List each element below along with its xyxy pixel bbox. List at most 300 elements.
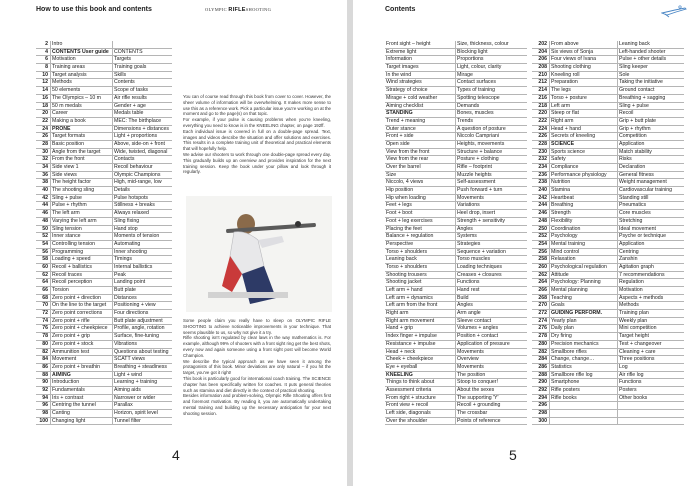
- toc-row: [385, 79, 527, 87]
- page-ref: 214: [538, 87, 547, 94]
- topic-title: Recoil traces: [50, 272, 112, 279]
- topic-title: Zero point + grip: [50, 333, 112, 340]
- page-ref: 26: [42, 133, 48, 140]
- toc-row: [532, 256, 684, 264]
- toc-row: [532, 395, 684, 403]
- topic-title: Career: [50, 110, 112, 117]
- page-ref: 220: [538, 110, 547, 117]
- topic-subtitle: [617, 410, 684, 417]
- brand-post: SHOOTING: [245, 7, 272, 12]
- topic-title: SCIENCE: [549, 141, 617, 148]
- toc-row: [36, 95, 172, 103]
- toc-row: [385, 341, 527, 349]
- topic-subtitle: Agitation graph: [617, 264, 684, 271]
- topic-subtitle: Training goals: [112, 64, 172, 71]
- topic-title: Safety: [549, 156, 617, 163]
- topic-title: Training areas: [50, 64, 112, 71]
- toc-row: [385, 118, 527, 126]
- toc-row: [532, 226, 684, 234]
- topic-subtitle: Strategies: [455, 241, 527, 248]
- topic-title: Front + side: [386, 133, 414, 140]
- topic-title: Centring the tunnel: [50, 402, 112, 409]
- toc-row: [385, 295, 527, 303]
- topic-subtitle: Stillness + breaks: [112, 202, 172, 209]
- topic-title: Head + hand: [549, 126, 617, 133]
- page-ref: 290: [538, 379, 547, 386]
- topic-subtitle: Sling keeper: [617, 64, 684, 71]
- toc-row: [532, 233, 684, 241]
- topic-title: Over the shoulder: [386, 417, 428, 424]
- topic-subtitle: [617, 402, 684, 409]
- topic-subtitle: Contact surfaces: [455, 79, 527, 86]
- paragraph: Rifle shooting isn’t regulated by clear laws in the way mathematics is. For example, although 99% of shooters with a front sight ring get the best shots, every now and again someone using a front sight post will become World Champion.: [183, 335, 331, 358]
- page-ref: 2: [45, 41, 48, 47]
- topic-subtitle: Ground contact: [617, 87, 684, 94]
- toc-row: [385, 264, 527, 272]
- topic-title: Compliance: [549, 164, 617, 171]
- topic-subtitle: Gender + age: [112, 103, 172, 110]
- toc-row: [532, 95, 684, 103]
- toc-row: [532, 325, 684, 333]
- topic-title: Rifle books: [549, 395, 617, 402]
- toc-row: [532, 364, 684, 372]
- page-ref: 84: [42, 356, 48, 363]
- topic-subtitle: Niccolo Campriani: [455, 133, 527, 140]
- topic-subtitle: Core muscles: [617, 210, 684, 217]
- toc-row: [36, 79, 172, 87]
- toc-row: [36, 164, 172, 172]
- page-ref: 236: [538, 171, 547, 178]
- toc-row: [36, 372, 172, 380]
- page-ref: 66: [42, 287, 48, 293]
- topic-subtitle: Demands: [455, 103, 527, 110]
- topic-title: Hip when loading: [386, 194, 426, 201]
- topic-subtitle: Systems: [455, 233, 527, 240]
- topic-title: Zero point + direction: [50, 295, 112, 302]
- toc-row: [532, 341, 684, 349]
- toc-row: [385, 64, 527, 72]
- topic-title: Shooting clothing: [549, 64, 617, 71]
- toc-row: [385, 133, 527, 141]
- topic-subtitle: Overview: [455, 356, 527, 363]
- page-ref: 78: [42, 333, 48, 340]
- page-ref: 216: [538, 94, 547, 101]
- toc-row: [532, 141, 684, 149]
- page-ref: 246: [538, 210, 547, 217]
- toc-row: [385, 233, 527, 241]
- topic-title: GUIDING PERFORM.: [549, 310, 617, 317]
- topic-subtitle: Pulse hotspots: [112, 195, 172, 202]
- topic-title: Daily plan: [549, 325, 617, 332]
- topic-subtitle: Movements: [455, 364, 527, 371]
- topic-subtitle: Posters: [617, 387, 684, 394]
- toc-row: [385, 210, 527, 218]
- topic-title: Goals: [549, 302, 617, 309]
- topic-subtitle: Aiming aids: [112, 387, 172, 394]
- toc-row: [36, 195, 172, 203]
- topic-title: [549, 418, 617, 425]
- topic-subtitle: [112, 41, 172, 48]
- toc-row: [36, 149, 172, 157]
- topic-subtitle: Points of reference: [455, 418, 527, 425]
- topic-title: Rifle posters: [549, 387, 617, 394]
- topic-subtitle: Moments of tension: [112, 233, 172, 240]
- toc-row: [385, 95, 527, 103]
- toc-row: [385, 87, 527, 95]
- toc-row: [385, 141, 527, 149]
- toc-row: [36, 179, 172, 187]
- toc-row: [36, 310, 172, 318]
- topic-subtitle: Sleeve contact: [455, 318, 527, 325]
- toc-row: [385, 364, 527, 372]
- topic-subtitle: Psyche or technique: [617, 233, 684, 240]
- page-ref: 74: [42, 317, 48, 324]
- topic-title: Introduction: [50, 379, 112, 386]
- toc-row: [532, 218, 684, 226]
- page-ref: 256: [538, 248, 547, 255]
- topic-title: Psychology: Planning: [549, 279, 617, 286]
- topic-title: Zero point + breathin: [50, 364, 112, 371]
- topic-title: Pulse + rhythm: [50, 202, 112, 209]
- topic-title: Stamina: [549, 187, 617, 194]
- topic-subtitle: Pulse + other details: [617, 56, 684, 63]
- toc-row: [36, 218, 172, 226]
- toc-row: [385, 241, 527, 249]
- toc-row: [36, 241, 172, 249]
- topic-title: Making a book: [50, 118, 112, 125]
- toc-row: [532, 402, 684, 410]
- topic-title: Torso + posture: [549, 95, 617, 102]
- page-ref: 34: [42, 164, 48, 170]
- page-ref: 10: [42, 71, 48, 78]
- topic-subtitle: Spotting telescope: [455, 95, 527, 102]
- paragraph: Besides information and problem-solving, Olympic Rifle Shooting offers first and foremost motivation. By reading it, you are automatically undertaking mental training and building up the necessary anticipation for your next shooting session.: [183, 393, 331, 416]
- toc-row: [385, 172, 527, 180]
- toc-row: [532, 202, 684, 210]
- toc-row: [532, 249, 684, 257]
- topic-title: Methods: [50, 79, 112, 86]
- toc-row: [36, 418, 172, 426]
- toc-row: [385, 49, 527, 57]
- topic-subtitle: Standing still: [617, 195, 684, 202]
- topic-title: Basic position: [50, 141, 112, 148]
- page-ref: 202: [538, 41, 547, 47]
- topic-subtitle: Size, thickness, colour: [455, 41, 527, 48]
- toc-row: [36, 41, 172, 49]
- toc-row: [385, 195, 527, 203]
- page-ref: 48: [42, 217, 48, 224]
- toc-row: [532, 387, 684, 395]
- page-ref: 98: [42, 410, 48, 416]
- topic-subtitle: Self-assessment: [455, 179, 527, 186]
- topic-title: [549, 402, 617, 409]
- topic-subtitle: Stoop to conquer!: [455, 379, 527, 386]
- page-ref: 206: [538, 56, 547, 63]
- topic-subtitle: Recoil: [617, 110, 684, 117]
- topic-subtitle: Narrower or wider: [112, 395, 172, 402]
- topic-title: Left arm + dynamics: [386, 294, 433, 301]
- toc-row: [532, 56, 684, 64]
- topic-title: Flexibility: [549, 218, 617, 225]
- toc-row: [36, 156, 172, 164]
- page-ref: 30: [42, 148, 48, 155]
- topic-title: Kneeling roll: [549, 72, 617, 79]
- topic-subtitle: Trends: [455, 118, 527, 125]
- topic-subtitle: Cleaning + care: [617, 349, 684, 356]
- topic-title: Mental training: [549, 241, 617, 248]
- page-ref: 222: [538, 117, 547, 124]
- toc-row: [36, 379, 172, 387]
- page-ref: 8: [45, 64, 48, 71]
- toc-row: [532, 79, 684, 87]
- topic-title: Assessment criteria: [386, 386, 432, 393]
- topic-title: Precision mechanics: [549, 341, 617, 348]
- toc-row: [385, 418, 527, 426]
- topic-title: The legs: [549, 87, 617, 94]
- topic-subtitle: Other books: [617, 395, 684, 402]
- topic-subtitle: Profile, angle, rotation: [112, 325, 172, 332]
- page-ref: 56: [42, 248, 48, 255]
- page-ref: 228: [538, 140, 547, 147]
- topic-title: Sling + pulse: [50, 195, 112, 202]
- topic-subtitle: Taking the initiative: [617, 79, 684, 86]
- topic-subtitle: Functions: [455, 279, 527, 286]
- toc-row: [532, 379, 684, 387]
- toc-row: [385, 226, 527, 234]
- paragraph: Some people claim you really have to sleep on OLYMPIC RIFLE SHOOTING to achieve noticeable improvements in your technique. That seems plausible to us, so why not give it a try.: [183, 318, 331, 335]
- topic-subtitle: Bones, muscles: [455, 110, 527, 117]
- page-ref: 76: [42, 325, 48, 332]
- toc-row: [385, 103, 527, 111]
- page-ref: 276: [538, 325, 547, 332]
- topic-subtitle: Sole: [617, 72, 684, 79]
- topic-subtitle: Always relaxed: [112, 210, 172, 217]
- topic-title: Hip position: [386, 187, 414, 194]
- topic-title: Target analysis: [50, 72, 112, 79]
- topic-title: Recoil perception: [50, 279, 112, 286]
- topic-title: Statistics: [549, 364, 617, 371]
- topic-title: The left arm: [50, 210, 112, 217]
- page-ref: 32: [42, 156, 48, 163]
- page-ref: 254: [538, 240, 547, 247]
- topic-title: Side views: [50, 172, 112, 179]
- toc-row: [36, 141, 172, 149]
- topic-title: Outer stance: [386, 125, 416, 132]
- page-ref: 230: [538, 148, 547, 155]
- topic-title: Aiming checklist: [386, 102, 424, 109]
- page-ref: 270: [538, 302, 547, 309]
- topic-subtitle: Rifle – footprint: [455, 164, 527, 171]
- page-ref: 272: [538, 310, 547, 317]
- topic-subtitle: Proportions: [455, 56, 527, 63]
- contents-table-right: [532, 41, 684, 425]
- toc-row: [385, 126, 527, 134]
- toc-row: [385, 187, 527, 195]
- toc-row: [532, 372, 684, 380]
- page-ref: 86: [42, 363, 48, 370]
- topic-subtitle: Mini competition: [617, 325, 684, 332]
- topic-title: Psychology: [549, 233, 617, 240]
- topic-title: Teaching: [549, 295, 617, 302]
- page-ref: 90: [42, 379, 48, 386]
- page-ref: 300: [538, 417, 547, 424]
- topic-subtitle: Light + wind: [112, 372, 172, 379]
- topic-subtitle: 7 recommendations: [617, 272, 684, 279]
- toc-row: [36, 110, 172, 118]
- toc-row: [385, 72, 527, 80]
- topic-subtitle: Target height: [617, 333, 684, 340]
- toc-row: [385, 164, 527, 172]
- topic-subtitle: Air rifle results: [112, 95, 172, 102]
- toc-row: [385, 202, 527, 210]
- page-ref: 96: [42, 402, 48, 409]
- topic-title: Shooting jacket: [386, 279, 422, 286]
- topic-title: Preparation: [549, 79, 617, 86]
- toc-row: [532, 310, 684, 318]
- topic-subtitle: Heights, movements: [455, 141, 527, 148]
- topic-subtitle: Test + changeover: [617, 341, 684, 348]
- toc-row: [532, 418, 684, 426]
- toc-row: [36, 364, 172, 372]
- topic-title: Cheek + cheekpiece: [386, 356, 434, 363]
- page-ref: 92: [42, 386, 48, 393]
- page-ref: 58: [42, 256, 48, 263]
- paragraph: You can of course read through this book from cover to cover. However, the sheer volume of information will be overwhelming. It makes more sense to use this as a reference work. Pick a particular issue you’re working on at the moment and go to the page(s) on that topic.: [183, 94, 331, 117]
- topic-subtitle: The position: [455, 372, 527, 379]
- topic-subtitle: Torso muscles: [455, 256, 527, 263]
- topic-title: Head + neck: [386, 348, 416, 355]
- paragraph: For example, if your pulse is causing problems when you’re kneeling, everything you need to know is in the KNEELING chapter, on page 192ff.: [183, 117, 331, 128]
- topic-title: In the wind: [386, 71, 412, 78]
- topic-title: Strategy of choice: [386, 87, 428, 94]
- topic-title: Iris + contrast: [50, 395, 112, 402]
- page-ref: 22: [42, 117, 48, 124]
- page-ref: 224: [538, 125, 547, 132]
- topic-subtitle: Stretching: [617, 218, 684, 225]
- page-ref: 68: [42, 294, 48, 301]
- intro-text: [183, 94, 331, 175]
- topic-title: Ammunition test: [50, 349, 112, 356]
- topic-subtitle: Strength + sensitivity: [455, 218, 527, 225]
- topic-subtitle: Tunnel filter: [112, 418, 172, 425]
- topic-subtitle: Contents: [112, 79, 172, 86]
- topic-subtitle: Learning + training: [112, 379, 172, 386]
- toc-row: [532, 187, 684, 195]
- topic-subtitle: Hand rest: [455, 287, 527, 294]
- page-ref: 46: [42, 210, 48, 217]
- topic-title: Yearly plan: [549, 318, 617, 325]
- topic-title: Balance + regulation: [386, 233, 434, 240]
- topic-subtitle: CONTENTS: [112, 49, 172, 56]
- topic-subtitle: Application of pressure: [455, 341, 527, 348]
- topic-subtitle: Olympic Champions: [112, 172, 172, 179]
- page-ref: 248: [538, 217, 547, 224]
- toc-row: [36, 302, 172, 310]
- topic-title: KNEELING: [386, 371, 413, 378]
- topic-title: Fundamentals: [50, 387, 112, 394]
- toc-row: [532, 318, 684, 326]
- page-header: How to use this book and contents: [36, 6, 152, 13]
- toc-row: [532, 287, 684, 295]
- page-ref: 24: [42, 125, 48, 132]
- topic-title: Change, change…: [549, 356, 617, 363]
- toc-row: [385, 356, 527, 364]
- topic-subtitle: Weekly plan: [617, 318, 684, 325]
- topic-title: Six views of Sonja: [549, 49, 617, 56]
- page-ref: 6: [45, 56, 48, 63]
- topic-title: View from the rear: [386, 156, 429, 163]
- topic-subtitle: Heel drop, insert: [455, 210, 527, 217]
- page-ref: 274: [538, 317, 547, 324]
- topic-title: Inner stance: [50, 233, 112, 240]
- topic-subtitle: A question of posture: [455, 126, 527, 133]
- toc-row: [36, 226, 172, 234]
- topic-title: Breathing: [549, 202, 617, 209]
- topic-subtitle: Application: [617, 241, 684, 248]
- toc-row: [532, 272, 684, 280]
- topic-title: Perspective: [386, 240, 414, 247]
- topic-title: Recoil + ballistics: [50, 264, 112, 271]
- topic-subtitle: Arm angle: [455, 310, 527, 317]
- topic-subtitle: Cardiovascular training: [617, 187, 684, 194]
- page-ref: 70: [42, 302, 48, 309]
- toc-row: [36, 256, 172, 264]
- page-ref: 244: [538, 202, 547, 209]
- topic-subtitle: Targets: [112, 56, 172, 63]
- topic-title: Attitude: [549, 272, 617, 279]
- toc-row: [532, 195, 684, 203]
- topic-subtitle: Recoil + grounding: [455, 402, 527, 409]
- topic-subtitle: Log: [617, 364, 684, 371]
- toc-row: [36, 272, 172, 280]
- topic-subtitle: Peak: [112, 272, 172, 279]
- paragraph: We advise our shooters to work through one double-page spread every day. This gradually builds up an overview and provides inspiration for the next training session. Keep the book under your pillow and look through it regularly.: [183, 151, 331, 175]
- page-ref: 60: [42, 263, 48, 270]
- topic-subtitle: Training plan: [617, 310, 684, 317]
- topic-title: Torso + shoulders: [386, 248, 428, 255]
- page-ref: 260: [538, 263, 547, 270]
- toc-row: [36, 295, 172, 303]
- topic-subtitle: Sling + pulse: [617, 103, 684, 110]
- topic-subtitle: SCATT views: [112, 356, 172, 363]
- left-page: [0, 0, 347, 486]
- topic-subtitle: Timings: [112, 256, 172, 263]
- topic-title: AIMING: [50, 372, 112, 379]
- topic-subtitle: General fitness: [617, 172, 684, 179]
- topic-subtitle: Types of training: [455, 87, 527, 94]
- topic-title: Secrets of kneeling: [549, 133, 617, 140]
- toc-row: [36, 49, 172, 57]
- page-ref: 82: [42, 348, 48, 355]
- topic-subtitle: About the sexes: [455, 387, 527, 394]
- topic-title: Smartphone: [549, 379, 617, 386]
- page-ref: 88: [42, 371, 48, 378]
- topic-subtitle: Breathing + steadiness: [112, 364, 172, 371]
- page-ref: 252: [538, 233, 547, 240]
- toc-row: [532, 156, 684, 164]
- topic-title: Angle from the target: [50, 149, 112, 156]
- toc-row: [385, 272, 527, 280]
- toc-row: [532, 49, 684, 57]
- topic-title: Open side: [386, 140, 410, 147]
- topic-subtitle: [617, 418, 684, 425]
- page-number: 5: [509, 447, 517, 463]
- topic-subtitle: Grip + rhythm: [617, 126, 684, 133]
- page-ref: 16: [42, 94, 48, 101]
- toc-row: [36, 103, 172, 111]
- toc-row: [532, 133, 684, 141]
- topic-title: Trend + meaning: [386, 117, 426, 124]
